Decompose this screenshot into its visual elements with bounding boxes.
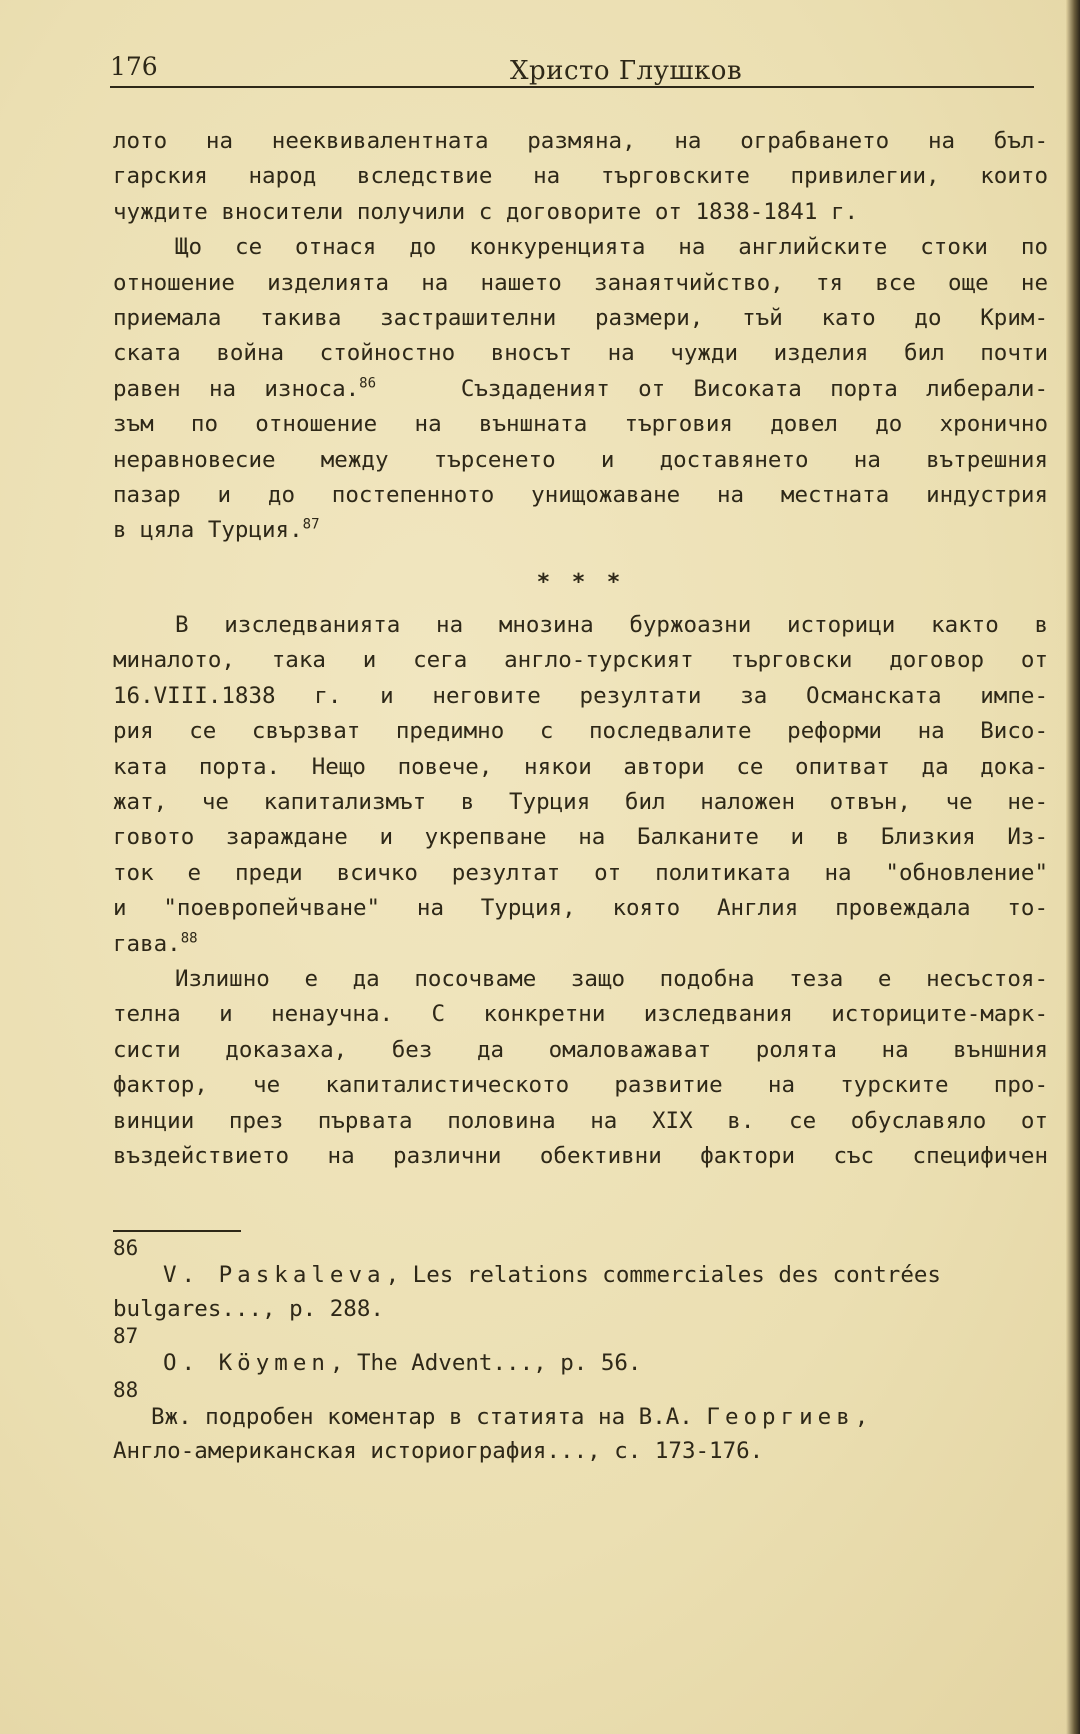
footnote-86 [113,1238,1038,1326]
footnote-author: Георгиев [706,1404,855,1430]
text-fragment: в цяла Турция. [113,517,303,544]
footnote-line [113,1400,1038,1434]
text-line: систи доказаха, без да омаловажават ролята на външния [113,1036,1048,1063]
text-line: лото на нееквивалентната размяна, на ограбването на бъл- [113,128,1048,154]
text-line: въздействието на различни обективни фактори със специфичен [113,1142,1048,1169]
text-line: винции през първата половина на XIX в. се обуславяло от [113,1107,1048,1134]
text-line [113,513,1048,548]
text-fragment: равен на износа. [113,375,360,402]
text-line: миналото, така и сега англо-турският търговски договор от [113,647,1048,674]
text-line: жат, че капитализмът в Турция бил наложен отвън, че не- [113,789,1048,816]
section-break: * * * [536,568,625,595]
page-number: 176 [110,52,158,81]
text-line: 16.VIII.1838 г. и неговите резултати за Османската импе- [113,682,1048,709]
page-edge-shadow [1066,0,1080,1734]
footnote-88 [113,1380,1038,1468]
body-text [113,124,1048,1174]
footnote-author: V. Paskaleva [163,1262,386,1288]
text-line: и "поевропейчване" на Турция, която Англия провеждала то- [113,895,1048,922]
footnote-text: , The Advent..., p. 56. [329,1350,642,1376]
text-line: фактор, че капиталистическото развитие на турските про- [113,1072,1048,1099]
page-header [110,50,1034,88]
footnote-ref-86: 86 [359,375,377,392]
footnote-ref-87: 87 [302,516,320,533]
text-line: пазар и до постепенното унищожаване на местната индустрия [113,481,1048,508]
footnote-number: 88 [113,1378,139,1402]
text-line: В изследванията на мнозина буржоазни историци както в [175,612,1048,639]
text-line [113,372,1048,407]
footnote-line [113,1258,1038,1292]
footnote-text: Вж. подробен коментар в статията на В.А. [151,1404,707,1430]
text-line: рия се свързват предимно с последвалите реформи на Висо- [113,718,1048,745]
text-line: говото зараждане и укрепване на Балканите и в Близкия Из- [113,824,1048,851]
text-line: ката порта. Нещо повече, някои автори се опитват да дока- [113,753,1048,780]
text-fragment: Създаденият от Високата порта либерали- [460,375,1048,402]
footnote-line: bulgares..., p. 288. [113,1296,384,1322]
footnote-ref-88: 88 [180,930,198,947]
text-line: отношение изделията на нашето занаятчийство, тя все още не [113,269,1048,296]
footnote-rule [113,1230,241,1232]
text-line: Излишно е да посочваме защо подобна теза е несъстоя- [175,965,1048,992]
text-line: зъм по отношение на външната търговия довел до хронично [113,411,1048,438]
running-head: Христо Глушков [510,56,743,86]
footnote-text: , [854,1404,869,1430]
text-line: чуждите вносители получили с договорите от 1838-1841 г. [113,198,859,225]
text-line [113,927,1048,962]
text-fragment: гава. [113,930,181,957]
text-line: ската война стойностно вносът на чужди изделия бил почти [113,340,1048,367]
text-line: телна и ненаучна. С конкретни изследвания историците-марк- [113,1001,1048,1028]
footnote-author: O. Köymen [163,1350,330,1376]
text-line: ток е преди всичко резултат от политиката на "обновление" [113,859,1048,886]
footnote-87 [113,1326,1038,1380]
text-line: Що се отнася до конкуренцията на английските стоки по [175,234,1048,261]
footnote-number: 86 [113,1236,139,1260]
text-line: приемала такива застрашителни размери, тъй като до Крим- [113,304,1048,331]
footnote-number: 87 [113,1324,139,1348]
text-line: гарския народ вследствие на търговските привилегии, които [113,163,1048,190]
footnote-line: Англо-американская историография..., с. 173-176. [113,1438,764,1464]
footnotes [113,1238,1038,1468]
footnote-line [113,1346,1038,1380]
text-line: неравновесие между търсенето и доставянето на вътрешния [113,446,1048,473]
footnote-text: , Les relations commerciales des contrées [385,1262,941,1288]
